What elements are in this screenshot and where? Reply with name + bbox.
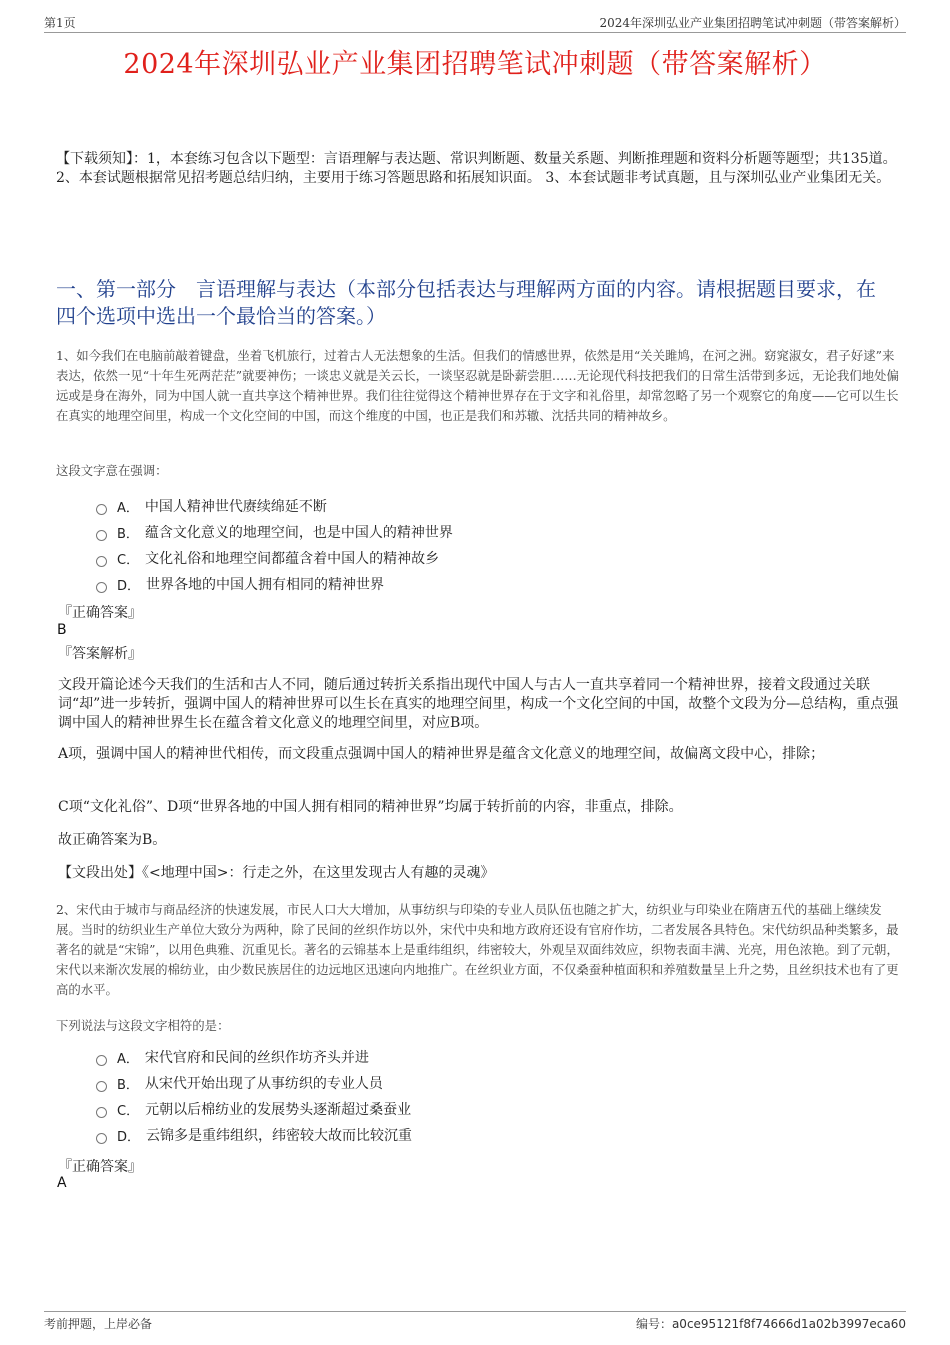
option-b[interactable] <box>96 519 453 545</box>
footer-doc-id: 编号：a0ce95121f8f74666d1a02b3997eca60 <box>635 1317 906 1331</box>
option-c[interactable] <box>96 1096 412 1122</box>
header-doc-title: 2024年深圳弘业产业集团招聘笔试冲刺题（带答案解析） <box>599 16 906 30</box>
radio-icon[interactable] <box>96 504 107 515</box>
analysis-paragraph: 文段开篇论述今天我们的生活和古人不同，随后通过转折关系指出现代中国人与古人一直共享着同一个精神世界，接着文段通过关联词“却”进一步转折，强调中国人的精神世界可以生长在真实的地理空间里，构成一个文化空间的中国，故整个文段为分—总结构，重点强调中国人的精神世界生长在蕴含着文化意义的地理空间里，对应B项。 <box>58 677 899 731</box>
question-2-passage: 2、宋代由于城市与商品经济的快速发展，市民人口大大增加，从事纺织与印染的专业人员队伍也随之扩大，纺织业与印染业在隋唐五代的基础上继续发展。当时的纺织业生产单位大致分为两种，除了民间的丝织作坊以外，宋代中央和地方政府还设有官府作坊，二者发展各具特色。宋代纺织品种类繁多，最著名的就是“宋锦”，以用色典雅、沉重见长。著名的云锦基本上是重纬组织，纬密较大，外观呈双面纬效应，织物表面丰满、光亮，用色浓艳。到了元朝，宋代以来渐次发展的棉纺业，由少数民族居住的边远地区迅速向内地推广。在丝织业方面，不仅桑蚕种植面积和养殖数量呈上升之势，且丝织技术也有了更高的水平。 <box>56 902 899 997</box>
option-text: 云锦多是重纬组织，纬密较大故而比较沉重 <box>146 1128 413 1144</box>
footer-slogan: 考前押题，上岸必备 <box>44 1317 153 1331</box>
page-footer <box>44 1311 906 1332</box>
option-letter: A． <box>117 1051 139 1067</box>
option-letter: C． <box>117 1103 140 1119</box>
question-1-prompt: 这段文字意在强调： <box>56 463 168 478</box>
option-text: 元朝以后棉纺业的发展势头逐渐超过桑蚕业 <box>145 1102 412 1118</box>
question-2-prompt: 下列说法与这段文字相符的是： <box>56 1018 230 1033</box>
passage-source: 【文段出处】《<地理中国>：行走之外，在这里发现古人有趣的灵魂》 <box>58 865 495 881</box>
radio-icon[interactable] <box>96 556 107 567</box>
radio-icon[interactable] <box>96 1081 107 1092</box>
option-text: 宋代官府和民间的丝织作坊齐头并进 <box>144 1050 369 1066</box>
question-2-options <box>96 1044 412 1148</box>
option-text: 中国人精神世代赓续绵延不断 <box>144 499 327 515</box>
answer-value: A <box>57 1175 67 1191</box>
analysis-label: 『答案解析』 <box>58 646 142 662</box>
question-1-passage: 1、如今我们在电脑前敲着键盘，坐着飞机旅行，过着古人无法想象的生活。但我们的情感世界，依然是用“关关雎鸠，在河之洲。窈窕淑女，君子好逑”来表达，依然一见“十年生死两茫茫”就要神伤；一谈忠义就是关云长，一谈坚忍就是卧薪尝胆……无论现代科技把我们的日常生活带到多远，无论我们地处偏远或是身在海外，同为中国人就一直共享这个精神世界。我们往往觉得这个精神世界存在于文字和礼俗里，却常忽略了另一个观察它的角度——它可以生长在真实的地理空间里，构成一个文化空间的中国，而这个维度的中国，也正是我们和苏辙、沈括共同的精神故乡。 <box>56 348 899 423</box>
answer-label: 『正确答案』 <box>58 605 142 621</box>
radio-icon[interactable] <box>96 530 107 541</box>
radio-icon[interactable] <box>96 1133 107 1144</box>
analysis-paragraph: 故正确答案为B。 <box>58 832 167 848</box>
option-letter: B． <box>117 1077 139 1093</box>
analysis-paragraph: A项，强调中国人的精神世代相传，而文段重点强调中国人的精神世界是蕴含文化意义的地理空间，故偏离文段中心，排除； <box>58 746 825 762</box>
option-letter: B． <box>117 526 139 542</box>
download-notice: 【下载须知】：1，本套练习包含以下题型：言语理解与表达题、常识判断题、数量关系题、判断推理题和资料分析题等题型；共135道。 2、本套试题根据常见招考题总结归纳，主要用于练习答题思路和拓展知识面。 3、本套试题非考试真题，且与深圳弘业产业集团无关。 <box>56 151 897 186</box>
option-a[interactable] <box>96 1044 412 1070</box>
option-text: 蕴含文化意义的地理空间，也是中国人的精神世界 <box>144 525 453 541</box>
radio-icon[interactable] <box>96 1107 107 1118</box>
answer-label: 『正确答案』 <box>58 1159 142 1175</box>
option-letter: D． <box>117 1129 141 1145</box>
answer-value: B <box>57 622 67 638</box>
radio-icon[interactable] <box>96 1055 107 1066</box>
question-1-options <box>96 493 453 597</box>
option-b[interactable] <box>96 1070 412 1096</box>
section-heading: 一、第一部分 言语理解与表达（本部分包括表达与理解两方面的内容。请根据题目要求，在四个选项中选出一个最恰当的答案。） <box>56 277 876 328</box>
radio-icon[interactable] <box>96 582 107 593</box>
option-c[interactable] <box>96 545 453 571</box>
page-header <box>44 14 906 33</box>
option-text: 世界各地的中国人拥有相同的精神世界 <box>146 577 385 593</box>
option-text: 从宋代开始出现了从事纺织的专业人员 <box>144 1076 383 1092</box>
option-letter: D． <box>117 578 141 594</box>
option-letter: C． <box>117 552 140 568</box>
option-letter: A． <box>117 500 139 516</box>
option-a[interactable] <box>96 493 453 519</box>
document-title: 2024年深圳弘业产业集团招聘笔试冲刺题（带答案解析） <box>123 49 827 80</box>
analysis-paragraph: C项“文化礼俗”、D项“世界各地的中国人拥有相同的精神世界”均属于转折前的内容，非重点，排除。 <box>58 799 683 815</box>
option-d[interactable] <box>96 1122 412 1148</box>
option-d[interactable] <box>96 571 453 597</box>
page-number: 第1页 <box>44 16 76 30</box>
option-text: 文化礼俗和地理空间都蕴含着中国人的精神故乡 <box>145 551 440 567</box>
